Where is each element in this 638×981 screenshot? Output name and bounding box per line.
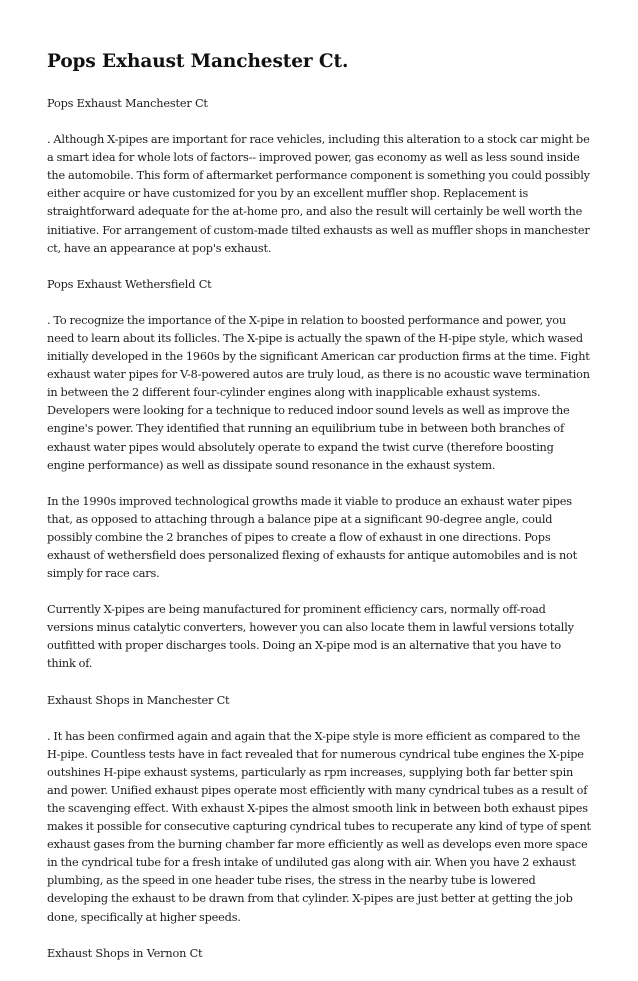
document-page	[47, 50, 592, 981]
paragraph-1: . Although X-pipes are important for race vehicles, including this alteration to a stock car might be a smart idea for whole lots of factors-- improved power, gas economy as well as less sound inside the automobile. This form of aftermarket performance component is something you could possibly either acquire or have customized for you by an excellent muffler shop. Replacement is straightforward adequate for the at-home pro, and also the result will certainly be well worth the initiative. For arrangement of custom-made tilted exhausts as well as muffler shops in manchester ct, have an appearance at pop's exhaust.	[47, 133, 590, 255]
section-heading-exhaust-shops-vernon: Exhaust Shops in Vernon Ct	[47, 946, 203, 960]
paragraph-3: In the 1990s improved technological growths made it viable to produce an exhaust water pipes that, as opposed to attaching through a balance pipe at a significant 90-degree angle, could possibly combine the 2 branches of pipes to create a flow of exhaust in one directions. Pops exhaust of wethersfield does personalized flexing of exhausts for antique automobiles and is not simply for race cars.	[47, 494, 578, 581]
section-heading-wethersfield: Pops Exhaust Wethersfield Ct	[47, 277, 212, 291]
section-heading-exhaust-shops-manchester: Exhaust Shops in Manchester Ct	[47, 693, 230, 707]
paragraph-4: Currently X-pipes are being manufactured for prominent efficiency cars, normally off-road versions minus catalytic converters, however you can also locate them in lawful versions totally outfitted with proper discharges tools. Doing an X-pipe mod is an alternative that you have to think of.	[47, 603, 574, 671]
paragraph-5: . It has been confirmed again and again that the X-pipe style is more efficient as compared to the H-pipe. Countless tests have in fact revealed that for numerous cyndrical tube engines the X-pipe outshines H-pipe exhaust systems, particularly as rpm increases, supplying both far better spin and power. Unified exhaust pipes operate most efficiently with many cyndrical tubes as a result of the scavenging effect. With exhaust X-pipes the almost smooth link in between both exhaust pipes makes it possible for consecutive capturing cyndrical tubes to recuperate any kind of type of spent exhaust gases from the burning chamber far more efficiently as well as develops even more space in the cyndrical tube for a fresh intake of undiluted gas along with air. When you have 2 exhaust plumbing, as the speed in one header tube rises, the stress in the nearby tube is lowered developing the exhaust to be drawn from that cylinder. X-pipes are just better at getting the job done, specifically at higher speeds.	[47, 729, 591, 924]
paragraph-2: . To recognize the importance of the X-pipe in relation to boosted performance and power, you need to learn about its follicles. The X-pipe is actually the spawn of the H-pipe style, which wased initially developed in the 1960s by the significant American car production firms at the time. Fight exhaust water pipes for V-8-powered autos are truly loud, as there is no acoustic wave termination in between the 2 different four-cylinder engines along with inapplicable exhaust systems. Developers were looking for a technique to reduced indoor sound levels as well as improve the engine's power. They identified that running an equilibrium tube in between both branches of exhaust water pipes would absolutely operate to expand the twist curve (therefore boosting engine performance) as well as dissipate sound resonance in the exhaust system.	[47, 313, 590, 472]
section-heading-manchester: Pops Exhaust Manchester Ct	[47, 97, 208, 110]
document-title: Pops Exhaust Manchester Ct.	[47, 51, 349, 72]
